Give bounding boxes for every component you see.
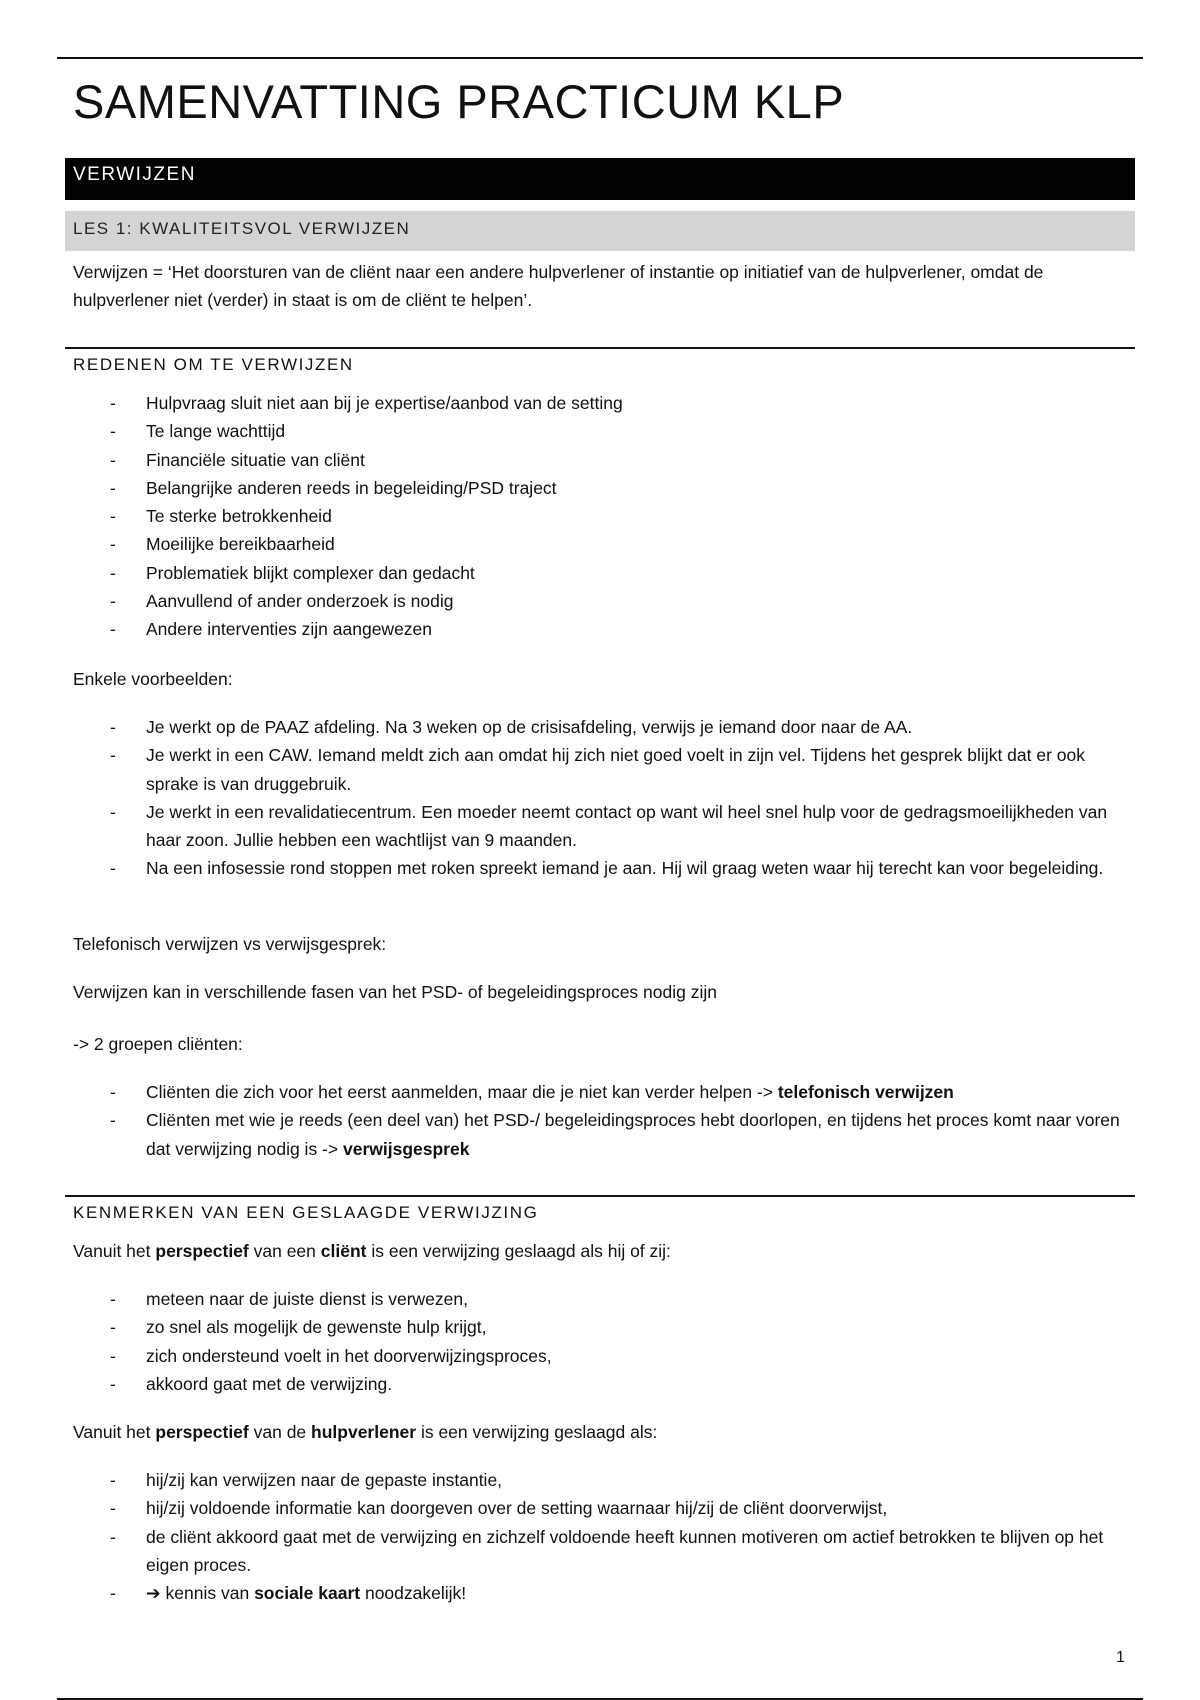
section-heading-reasons: REDENEN OM TE VERWIJZEN: [65, 347, 1135, 375]
list-item: - Na een infosessie rond stoppen met roken spreekt iemand je aan. Hij wil graag weten waar hij terecht kan voor begeleiding.: [73, 854, 1133, 882]
phases-paragraph: Verwijzen kan in verschillende fasen van het PSD- of begeleidingsproces nodig zijn: [73, 982, 717, 1002]
lesson-heading: LES 1: KWALITEITSVOL VERWIJZEN: [65, 211, 1135, 251]
groups-intro: -> 2 groepen cliënten:: [73, 1034, 243, 1054]
list-item: - de cliënt akkoord gaat met de verwijzing en zichzelf voldoende heeft kunnen motiveren om actief betrokken te blijven op het eigen proces.: [73, 1523, 1133, 1580]
list-item: - Moeilijke bereikbaarheid: [73, 530, 1133, 558]
list-item: - Te sterke betrokkenheid: [73, 502, 1133, 530]
client-success-list: [73, 1285, 1133, 1398]
helper-perspective-intro: Vanuit het perspectief van de hulpverlener is een verwijzing geslaagd als:: [73, 1422, 658, 1442]
emphasis: sociale kaart: [254, 1583, 361, 1604]
top-rule: [57, 57, 1143, 59]
list-item: - Te lange wachttijd: [73, 417, 1133, 445]
emphasis: verwijsgesprek: [342, 1138, 470, 1159]
list-item: - Je werkt op de PAAZ afdeling. Na 3 weken op de crisisafdeling, verwijs je iemand door naar de AA.: [73, 713, 1133, 741]
list-item: - akkoord gaat met de verwijzing.: [73, 1370, 1133, 1398]
reasons-list: [73, 389, 1133, 644]
page-number: 1: [1116, 1649, 1125, 1666]
definition-paragraph: Verwijzen = ‘Het doorsturen van de cliënt naar een andere hulpverlener of instantie op initiatief van de hulpverlener, omdat de hulpverlener niet (verder) in staat is om de cliënt te helpen’.: [73, 262, 1044, 310]
list-item: - Je werkt in een CAW. Iemand meldt zich aan omdat hij zich niet goed voelt in zijn vel. Tijdens het gesprek blijkt dat er ook sprake is van druggebruik.: [73, 741, 1133, 798]
list-item: - Cliënten met wie je reeds (een deel van) het PSD-/ begeleidingsproces hebt doorlopen, en tijdens het proces komt naar voren dat verwijzing nodig is -> verwijsgesprek: [73, 1106, 1133, 1163]
list-item: - Belangrijke anderen reeds in begeleiding/PSD traject: [73, 474, 1133, 502]
emphasis: telefonisch verwijzen: [777, 1082, 954, 1102]
list-item: - Financiële situatie van cliënt: [73, 446, 1133, 474]
phone-referral-title: Telefonisch verwijzen vs verwijsgesprek:: [73, 934, 387, 954]
list-item: - Hulpvraag sluit niet aan bij je expertise/aanbod van de setting: [73, 389, 1133, 417]
list-item: - Problematiek blijkt complexer dan gedacht: [73, 559, 1133, 587]
list-item: - Andere interventies zijn aangewezen: [73, 615, 1133, 643]
examples-list: [73, 713, 1133, 883]
chapter-heading: VERWIJZEN: [65, 158, 1135, 200]
list-item: - ➔ kennis van sociale kaart noodzakelijk!: [73, 1579, 1133, 1607]
list-item: - Je werkt in een revalidatiecentrum. Een moeder neemt contact op want wil heel snel hulp voor de gedragsmoeilijkheden van haar zoon. Jullie hebben een wachtlijst van 9 maanden.: [73, 798, 1133, 855]
list-item: - zo snel als mogelijk de gewenste hulp krijgt,: [73, 1313, 1133, 1341]
list-item: - zich ondersteund voelt in het doorverwijzingsproces,: [73, 1342, 1133, 1370]
list-item: - Aanvullend of ander onderzoek is nodig: [73, 587, 1133, 615]
client-groups-list: [73, 1078, 1133, 1163]
list-item: - Cliënten die zich voor het eerst aanmelden, maar die je niet kan verder helpen -> telefonisch verwijzen: [73, 1078, 1133, 1106]
arrow-icon: ➔: [146, 1583, 161, 1604]
list-item: - meteen naar de juiste dienst is verwezen,: [73, 1285, 1133, 1313]
section-heading-success: KENMERKEN VAN EEN GESLAAGDE VERWIJZING: [65, 1195, 1135, 1223]
list-item: - hij/zij kan verwijzen naar de gepaste instantie,: [73, 1466, 1133, 1494]
helper-success-list: [73, 1466, 1133, 1607]
document-title: SAMENVATTING PRACTICUM KLP: [73, 75, 845, 128]
examples-intro: Enkele voorbeelden:: [73, 669, 233, 689]
list-item: - hij/zij voldoende informatie kan doorgeven over de setting waarnaar hij/zij de cliënt doorverwijst,: [73, 1494, 1133, 1522]
client-perspective-intro: Vanuit het perspectief van een cliënt is een verwijzing geslaagd als hij of zij:: [73, 1241, 671, 1261]
